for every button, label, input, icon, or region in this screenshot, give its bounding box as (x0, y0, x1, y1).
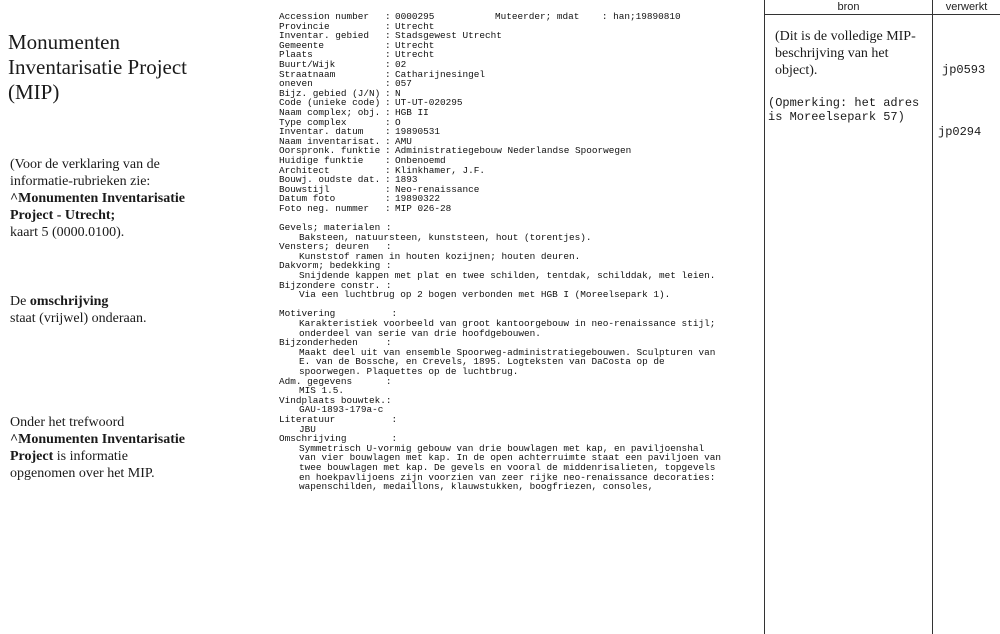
section-body-literatuur: JBU (299, 423, 316, 435)
field-key: Code (unieke code) (279, 97, 381, 109)
field-key: Oorspronk. funktie (279, 145, 381, 157)
record-field-row (279, 185, 759, 195)
record-fields (279, 12, 759, 213)
field-value: UT-UT-020295 (395, 97, 463, 109)
field-separator: : (385, 183, 391, 195)
section-head-gevels: Gevels; materialen : (279, 222, 392, 234)
note-text: is informatie (53, 449, 128, 464)
table-divider (932, 0, 933, 634)
section-head-literatuur: Literatuur : (279, 413, 398, 425)
note-text: kaart 5 (0000.0100). (10, 225, 125, 240)
section-head-bijzondere: Bijzondere constr. : (279, 279, 392, 291)
info-note-trefwoord (10, 414, 215, 482)
info-note-rubrieken (10, 156, 215, 241)
section-body-bijzondere: Via een luchtbrug op 2 bogen verbonden met HGB I (Moreelsepark 1). (299, 289, 671, 301)
field-key: Buurt/Wijk (279, 58, 336, 70)
section-body-motivering-1: Karakteristiek voorbeeld van groot kantoorgebouw in neo-renaissance stijl; (299, 318, 716, 329)
field-separator: : (385, 164, 391, 176)
field-value: Utrecht (395, 49, 435, 61)
field-value: Neo-renaissance (395, 183, 480, 195)
mip-record (279, 12, 759, 492)
bron-note-1: (Dit is de volledige MIP-beschrijving van het object). (775, 29, 916, 78)
field-separator: : (385, 78, 391, 90)
table-divider (764, 0, 765, 634)
field-key: Accession number (279, 11, 370, 22)
record-field-row (279, 204, 759, 214)
field-value: HGB II (395, 106, 429, 118)
field-value: 19890531 (395, 126, 441, 138)
field-value: O (395, 116, 401, 128)
section-body-bijzonderheden-2: E. van de Bossche, en Crevels, 1895. Logteksten van DaCosta op de (299, 356, 665, 368)
field-value: 0000295 (395, 11, 435, 22)
field-separator: : (385, 97, 391, 109)
bron-note-2: (Opmerking: het adres is Moreelsepark 57) (768, 96, 920, 124)
field-value: Klinkhamer, J.F. (395, 164, 486, 176)
section-body-motivering-2: onderdeel van serie van drie hoofdgebouwen. (299, 327, 541, 339)
field-key: Type complex (279, 116, 347, 128)
section-head-vindplaats: Vindplaats bouwtek.: (279, 394, 392, 406)
field-key: Bouwj. oudste dat. (279, 174, 381, 186)
record-field-row (279, 70, 759, 80)
record-field-row (279, 60, 759, 70)
field-separator: : (385, 116, 391, 128)
field-key: Huidige funktie (279, 154, 364, 166)
field-value: 02 (395, 58, 407, 70)
field-value: 1893 (395, 174, 418, 186)
field-separator: : (385, 20, 391, 32)
field-separator: : (385, 58, 391, 70)
page-title: Monumenten Inventarisatie Project (MIP) (8, 30, 188, 104)
field-separator: : (385, 39, 391, 51)
field-value: Onbenoemd (395, 154, 446, 166)
info-note-omschrijving (10, 293, 215, 327)
section-body-gevels: Baksteen, natuursteen, kunststeen, hout (torentjes). (299, 231, 592, 243)
section-body-adm: MIS 1.5. (299, 385, 345, 397)
verwerkt-code-1: jp0593 (942, 63, 986, 77)
note-text: opgenomen over het MIP. (10, 466, 155, 481)
field-separator: : (385, 11, 391, 22)
section-head-adm: Adm. gegevens : (279, 375, 392, 387)
note-text: De (10, 294, 30, 309)
section-head-omschrijving: Omschrijving : (279, 433, 398, 445)
column-header-bron: bron (837, 1, 860, 13)
record-field-row (279, 31, 759, 41)
section-head-motivering: Motivering : (279, 308, 398, 320)
field-value: Utrecht (395, 39, 435, 51)
section-head-vensters: Vensters; deuren : (279, 241, 392, 253)
field-value: MIP 026-28 (395, 202, 452, 214)
section-body-omschrijving-3: twee bouwlagen met kap. De gevels en vooral de middenrisalieten, topgevels (299, 461, 716, 473)
field-value: Catharijnesingel (395, 68, 486, 80)
record-field-row (279, 108, 759, 118)
field-separator: : (385, 174, 391, 186)
section-body-vindplaats: GAU-1893-179a-c (299, 404, 384, 416)
record-field-row (279, 156, 759, 166)
section-body-omschrijving-4: en hoekpavlijoens zijn voorzien van zeer rijke neo-renaissance decoraties: (299, 471, 716, 483)
field-value: Utrecht (395, 20, 435, 32)
section-body-bijzonderheden-1: Maakt deel uit van ensemble Spoorweg-administratiegebouwen. Sculpturen van (299, 346, 716, 358)
field-value: 057 (395, 78, 412, 90)
reference-link-mip-utrecht[interactable]: ^Monumenten Inventarisatie Project - Utrecht; (10, 191, 185, 223)
field-separator: : (385, 193, 391, 205)
note-text: (Voor de verklaring van de informatie-rubrieken zie: (10, 157, 160, 189)
field-key: Naam inventarisat. (279, 135, 381, 147)
field-separator: : (385, 145, 391, 157)
field-value: Administratiegebouw Nederlandse Spoorwegen (395, 145, 632, 157)
field-key: Architect (279, 164, 330, 176)
field-value: AMU (395, 135, 412, 147)
field-key: Bouwstijl (279, 183, 330, 195)
field-key: Gemeente (279, 39, 325, 51)
field-separator: : (385, 126, 391, 138)
note-text: Onder het trefwoord (10, 415, 125, 430)
field-separator: : (385, 87, 391, 99)
verwerkt-code-2: jp0294 (938, 125, 982, 139)
field-key: Datum foto (279, 193, 336, 205)
field-value: 19890322 (395, 193, 441, 205)
section-body-dakvorm: Snijdende kappen met plat en twee schilden, tentdak, schilddak, met leien. (299, 270, 716, 282)
field-value: N (395, 87, 401, 99)
record-field-row (279, 50, 759, 60)
field-key: Inventar. gebied (279, 30, 370, 42)
section-head-dakvorm: Dakvorm; bedekking : (279, 260, 392, 272)
section-body-omschrijving-5: wapenschilden, medaillons, klauwstukken, boogfriezen, consoles, (299, 481, 654, 493)
note-text: staat (vrijwel) onderaan. (10, 311, 147, 326)
field-key: Inventar. datum (279, 126, 364, 138)
field-separator: : (385, 202, 391, 214)
field-key: Naam complex; obj. (279, 106, 381, 118)
field-key: Bijz. gebied (J/N) (279, 87, 381, 99)
field-key: Provincie (279, 20, 330, 32)
field-separator: : (385, 68, 391, 80)
field-separator: : (385, 30, 391, 42)
section-body-omschrijving-2: van vier bouwlagen met kap. In de open achterruimte staat een paviljoen van (299, 452, 721, 464)
field-key: Straatnaam (279, 68, 336, 80)
field-separator: : (385, 49, 391, 61)
record-field-row (279, 41, 759, 51)
field-key: Plaats (279, 49, 313, 61)
field-separator: : (385, 106, 391, 118)
field-separator: : (385, 135, 391, 147)
section-body-omschrijving-1: Symmetrisch U-vormig gebouw van drie bouwlagen met kap, en paviljoenshal (299, 442, 705, 454)
reference-link-mip[interactable]: ^Monumenten Inventarisatie Project (10, 432, 185, 464)
section-head-bijzonderheden: Bijzonderheden : (279, 337, 392, 349)
field-separator: : (385, 154, 391, 166)
section-body-bijzonderheden-3: spoorwegen. Plaquettes op de luchtbrug. (299, 365, 519, 377)
field-key: oneven (279, 78, 313, 90)
field-value: Stadsgewest Utrecht (395, 30, 502, 42)
record-field-row (279, 175, 759, 185)
table-header-rule (764, 14, 1000, 15)
field-key: Foto neg. nummer (279, 202, 370, 214)
muteerder-field: Muteerder; mdat : han;19890810 (495, 11, 681, 22)
column-header-verwerkt: verwerkt (945, 1, 988, 13)
section-body-vensters: Kunststof ramen in houten kozijnen; houten deuren. (299, 250, 581, 262)
note-bold-omschrijving: omschrijving (29, 294, 109, 309)
